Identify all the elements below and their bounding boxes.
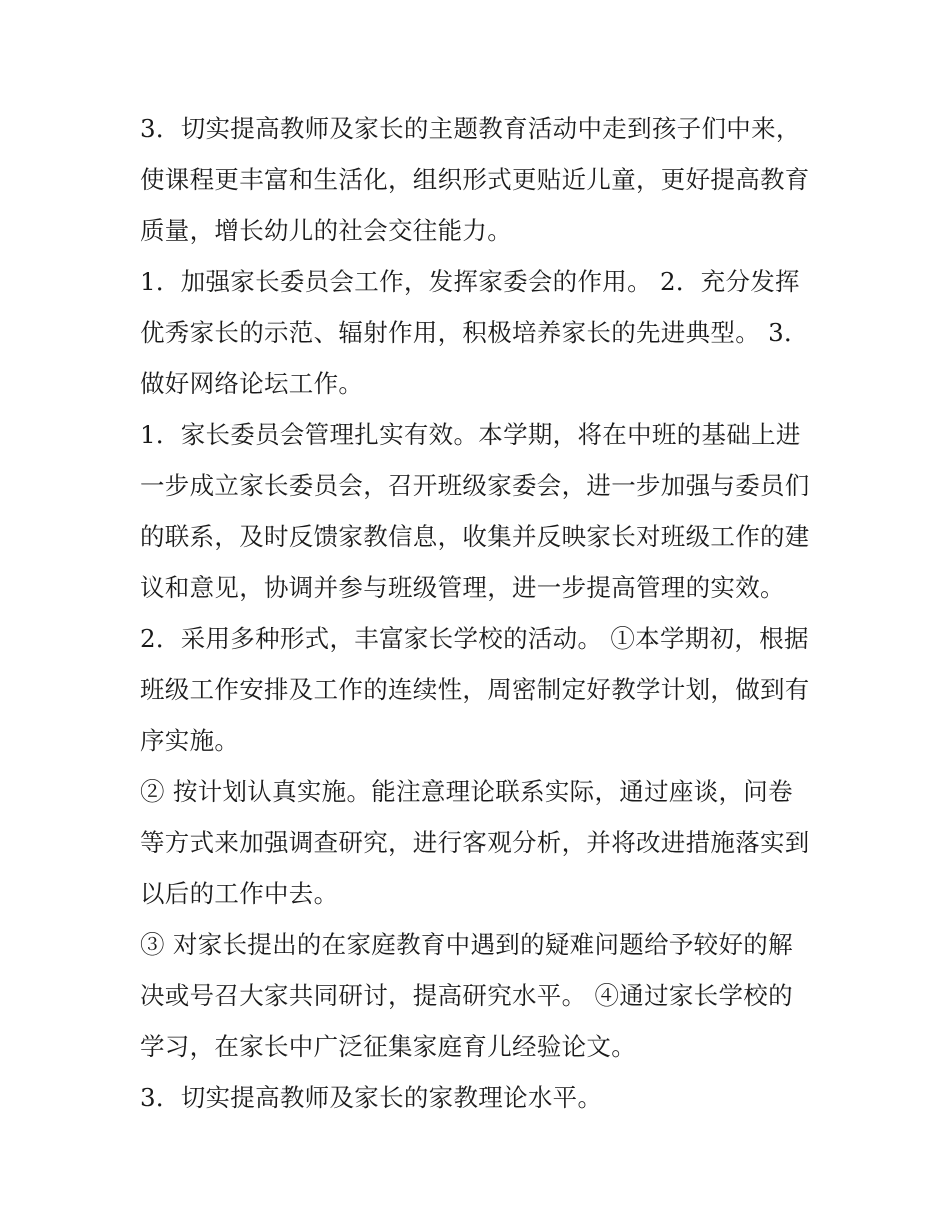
- text-line: 学习，在家长中广泛征集家庭育儿经验论文。: [140, 1032, 636, 1061]
- text-line: 以后的工作中去。: [140, 879, 339, 908]
- text-line: 3．切实提高教师及家长的家教理论水平。: [140, 1083, 603, 1112]
- text-line: ② 按计划认真实施。能注意理论联系实际，通过座谈，问卷: [140, 777, 793, 806]
- text-line: 质量，增长幼儿的社会交往能力。: [140, 216, 512, 245]
- text-line: 1．家长委员会管理扎实有效。本学期，将在中班的基础上进: [140, 420, 801, 449]
- text-line: 优秀家长的示范、辐射作用，积极培养家长的先进典型。 3．: [140, 318, 809, 347]
- document-body: [140, 103, 820, 1123]
- text-line: 序实施。: [140, 726, 240, 755]
- text-line: 的联系，及时反馈家教信息，收集并反映家长对班级工作的建: [140, 522, 810, 551]
- text-line: 使课程更丰富和生活化，组织形式更贴近儿童，更好提高教育: [140, 165, 810, 194]
- text-line: ③ 对家长提出的在家庭教育中遇到的疑难问题给予较好的解: [140, 930, 793, 959]
- text-line: 议和意见，协调并参与班级管理，进一步提高管理的实效。: [140, 573, 785, 602]
- text-line: 3．切实提高教师及家长的主题教育活动中走到孩子们中来，: [140, 114, 801, 143]
- text-line: 班级工作安排及工作的连续性，周密制定好教学计划，做到有: [140, 675, 810, 704]
- text-line: 一步成立家长委员会，召开班级家委会，进一步加强与委员们: [140, 471, 810, 500]
- text-line: 等方式来加强调查研究，进行客观分析，并将改进措施落实到: [140, 828, 810, 857]
- text-line: 决或号召大家共同研讨，提高研究水平。 ④通过家长学校的: [140, 981, 793, 1010]
- text-line: 做好网络论坛工作。: [140, 369, 364, 398]
- text-line: 1．加强家长委员会工作，发挥家委会的作用。 2．充分发挥: [140, 267, 800, 296]
- text-line: 2．采用多种形式，丰富家长学校的活动。 ①本学期初，根据: [140, 624, 809, 653]
